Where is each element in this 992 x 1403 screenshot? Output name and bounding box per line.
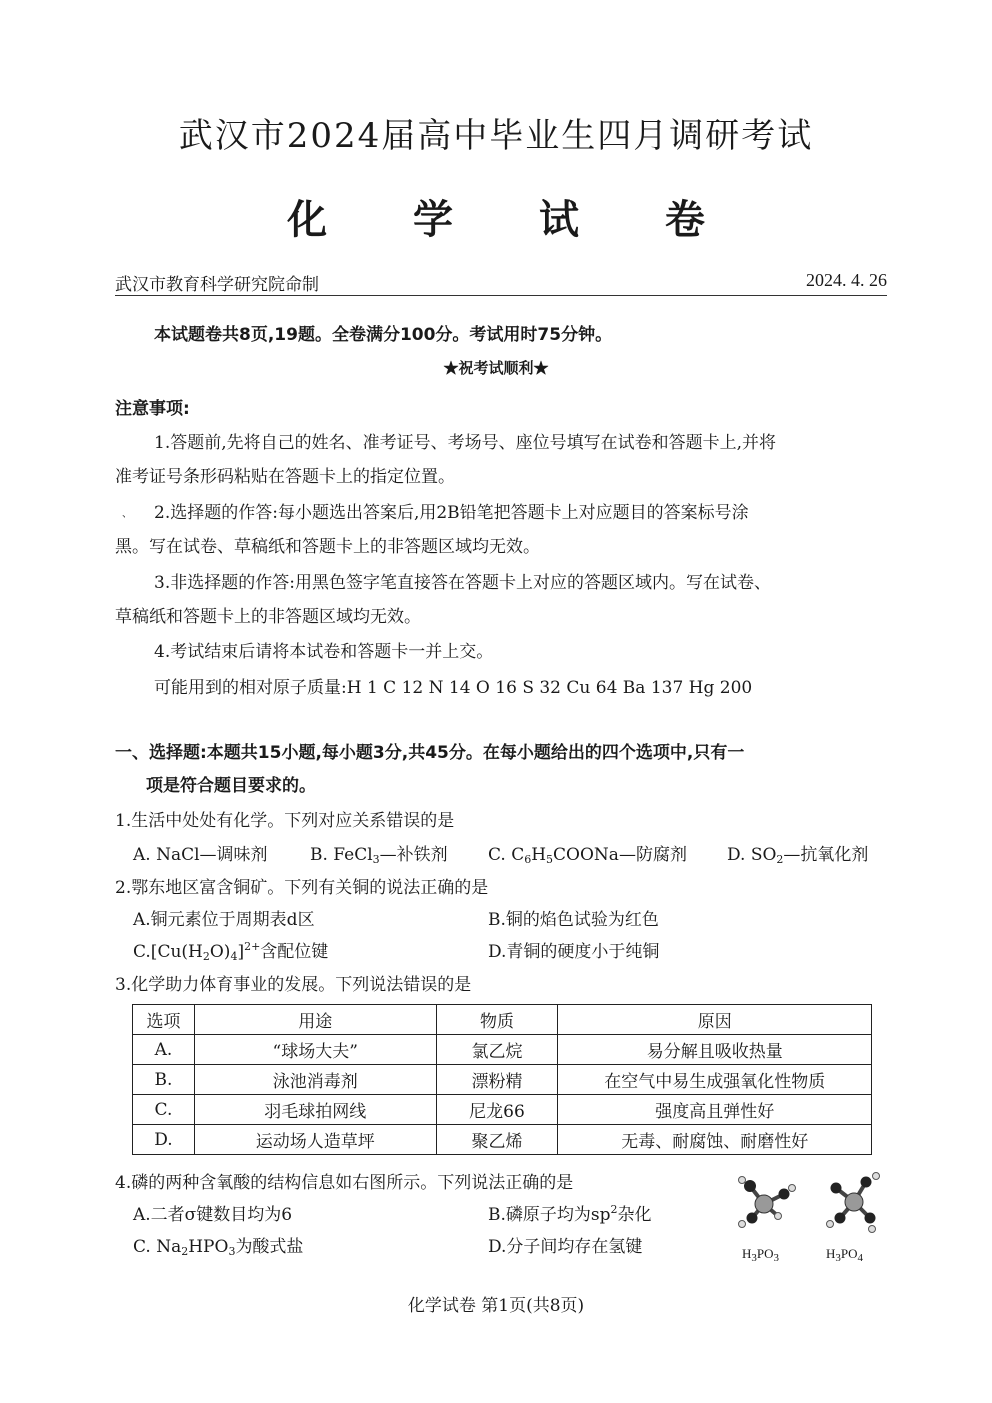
q1-option-d: D. $SO_2—$抗氧化剂 <box>727 845 869 866</box>
q1-option-c: C. $C_6H_5COONa—$防腐剂 <box>488 845 687 866</box>
q4-option-d: D.分子间均存在氢键 <box>488 1237 643 1257</box>
table-header: 物质 <box>436 1005 558 1035</box>
table-cell: “球场大夫” <box>194 1035 436 1065</box>
table-cell: 漂粉精 <box>436 1065 558 1095</box>
table-row <box>133 1095 872 1125</box>
notice-item-2-cont: 黑。写在试卷、草稿纸和答题卡上的非答题区域均无效。 <box>115 537 540 557</box>
publisher: 武汉市教育科学研究院命制 <box>115 275 319 295</box>
notice-item-1-cont: 准考证号条形码粘贴在答题卡上的指定位置。 <box>115 467 455 487</box>
table-cell: D. <box>133 1125 195 1155</box>
q3-stem: 3.化学助力体育事业的发展。下列说法错误的是 <box>115 975 472 995</box>
table-row <box>133 1065 872 1095</box>
notice-item-3: 3.非选择题的作答:用黑色签字笔直接答在答题卡上对应的答题区域内。写在试卷、 <box>154 573 771 593</box>
section-1-heading: 一、选择题:本题共15小题,每小题3分,共45分。在每小题给出的四个选项中,只有一 <box>115 743 745 763</box>
exam-title: 武汉市2024届高中毕业生四月调研考试 <box>178 116 814 156</box>
q4-option-a: A.二者σ键数目均为6 <box>133 1205 293 1225</box>
table-cell: C. <box>133 1095 195 1125</box>
table-header: 原因 <box>558 1005 872 1035</box>
h3po4-label: $H_3PO_4$ <box>826 1246 864 1264</box>
q2-stem: 2.鄂东地区富含铜矿。下列有关铜的说法正确的是 <box>115 878 489 898</box>
table-cell: 易分解且吸收热量 <box>558 1035 872 1065</box>
q3-table <box>132 1004 872 1155</box>
notice-item-3-cont: 草稿纸和答题卡上的非答题区域均无效。 <box>115 607 421 627</box>
table-header: 选项 <box>133 1005 195 1035</box>
exam-intro: 本试题卷共8页,19题。全卷满分100分。考试用时75分钟。 <box>154 325 613 345</box>
table-cell: 氯乙烷 <box>436 1035 558 1065</box>
notice-item-2: 2.选择题的作答:每小题选出答案后,用2B铅笔把答题卡上对应题目的答案标号涂 <box>154 503 749 523</box>
atomic-masses: 可能用到的相对原子质量:H 1 C 12 N 14 O 16 S 32 Cu 64 Ba 137 Hg 200 <box>154 678 753 698</box>
q2-option-b: B.铜的焰色试验为红色 <box>488 910 659 930</box>
h3po3-molecule-image <box>728 1172 808 1234</box>
q2-option-a: A.铜元素位于周期表d区 <box>133 910 315 930</box>
table-cell: 在空气中易生成强氧化性物质 <box>558 1065 872 1095</box>
subject-title: 化 学 试 卷 <box>287 197 741 243</box>
notice-item-1: 1.答题前,先将自己的姓名、准考证号、考场号、座位号填写在试卷和答题卡上,并将 <box>154 433 777 453</box>
q2-option-c: $C.[Cu(H_2O)_4]^{2+}$含配位键 <box>133 940 329 963</box>
notice-item-4: 4.考试结束后请将本试卷和答题卡一并上交。 <box>154 642 494 662</box>
section-1-heading-cont: 项是符合题目要求的。 <box>146 776 316 796</box>
table-cell: 强度高且弹性好 <box>558 1095 872 1125</box>
table-header: 用途 <box>194 1005 436 1035</box>
table-cell: 泳池消毒剂 <box>194 1065 436 1095</box>
table-cell: 尼龙66 <box>436 1095 558 1125</box>
q1-option-b: B. FeCl$_3$—补铁剂 <box>310 845 448 866</box>
q1-stem: 1.生活中处处有化学。下列对应关系错误的是 <box>115 811 455 831</box>
page-footer: 化学试卷 第1页(共8页) <box>407 1296 585 1316</box>
table-cell: 无毒、耐腐蚀、耐磨性好 <box>558 1125 872 1155</box>
table-cell: 聚乙烯 <box>436 1125 558 1155</box>
notice-heading: 注意事项: <box>115 399 190 419</box>
q4-stem: 4.磷的两种含氧酸的结构信息如右图所示。下列说法正确的是 <box>115 1173 574 1193</box>
table-header-row <box>133 1005 872 1035</box>
table-cell: 运动场人造草坪 <box>194 1125 436 1155</box>
q4-option-c: C. $Na_2HPO_3$为酸式盐 <box>133 1237 304 1258</box>
publisher-row <box>115 270 887 296</box>
table-row <box>133 1035 872 1065</box>
exam-date: 2024. 4. 26 <box>806 270 887 290</box>
table-cell: B. <box>133 1065 195 1095</box>
q4-option-b: B.磷原子均为$sp^2$杂化 <box>488 1203 652 1225</box>
good-luck-banner: ★祝考试顺利★ <box>443 359 549 377</box>
table-row <box>133 1125 872 1155</box>
h3po4-molecule-image <box>818 1168 890 1234</box>
table-cell: A. <box>133 1035 195 1065</box>
scan-mark: 、 <box>122 509 132 520</box>
q2-option-d: D.青铜的硬度小于纯铜 <box>488 942 660 962</box>
table-cell: 羽毛球拍网线 <box>194 1095 436 1125</box>
h3po3-label: $H_3PO_3$ <box>742 1246 780 1264</box>
q1-option-a: A. NaCl—调味剂 <box>133 845 268 865</box>
